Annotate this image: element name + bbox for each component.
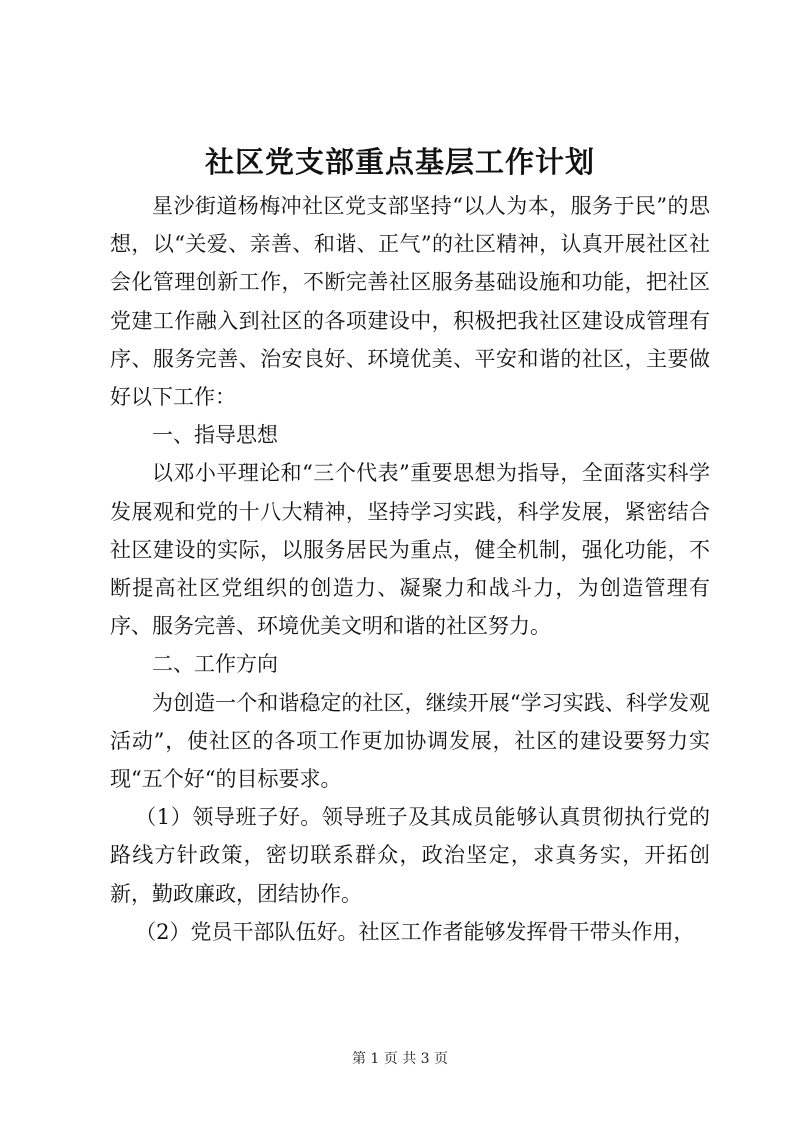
document-title: 社区党支部重点基层工作计划 (204, 145, 595, 179)
work-direction-paragraph: 为创造一个和谐稳定的社区，继续开展“学习实践、科学发观活动”，使社区的各项工作更加协调发展，社区的建设要努力实现“五个好“的目标要求。 (110, 690, 710, 792)
intro-paragraph: 星沙街道杨梅冲社区党支部坚持“以人为本，服务于民”的思想，以“关爱、亲善、和谐、正气”的社区精神，认真开展社区社会化管理创新工作，不断完善社区服务基础设施和功能，把社区党建工作融入到社区的各项建设中，积极把我社区建设成管理有序、服务完善、治安良好、环境优美、平安和谐的社区，主要做好以下工作： (110, 194, 710, 410)
document-body (110, 187, 710, 951)
section-heading-guiding-thought: 一、指导思想 (152, 423, 278, 448)
guiding-thought-paragraph: 以邓小平理论和“三个代表”重要思想为指导，全面落实科学发展观和党的十八大精神，坚持学习实践，科学发展，紧密结合社区建设的实际，以服务居民为重点，健全机制，强化功能，不断提高社区党组织的创造力、凝聚力和战斗力，为创造管理有序、服务完善、环境优美文明和谐的社区努力。 (110, 461, 710, 639)
item-1-paragraph: （1）领导班子好。领导班子及其成员能够认真贯彻执行党的路线方针政策，密切联系群众，政治坚定，求真务实，开拓创新，勤政廉政，团结协作。 (110, 805, 710, 906)
page-indicator: 第 1 页 共 3 页 (351, 1051, 449, 1067)
section-heading-work-direction: 二、工作方向 (152, 652, 278, 677)
item-2-paragraph: （2）党员干部队伍好。社区工作者能够发挥骨干带头作用， (135, 919, 695, 944)
